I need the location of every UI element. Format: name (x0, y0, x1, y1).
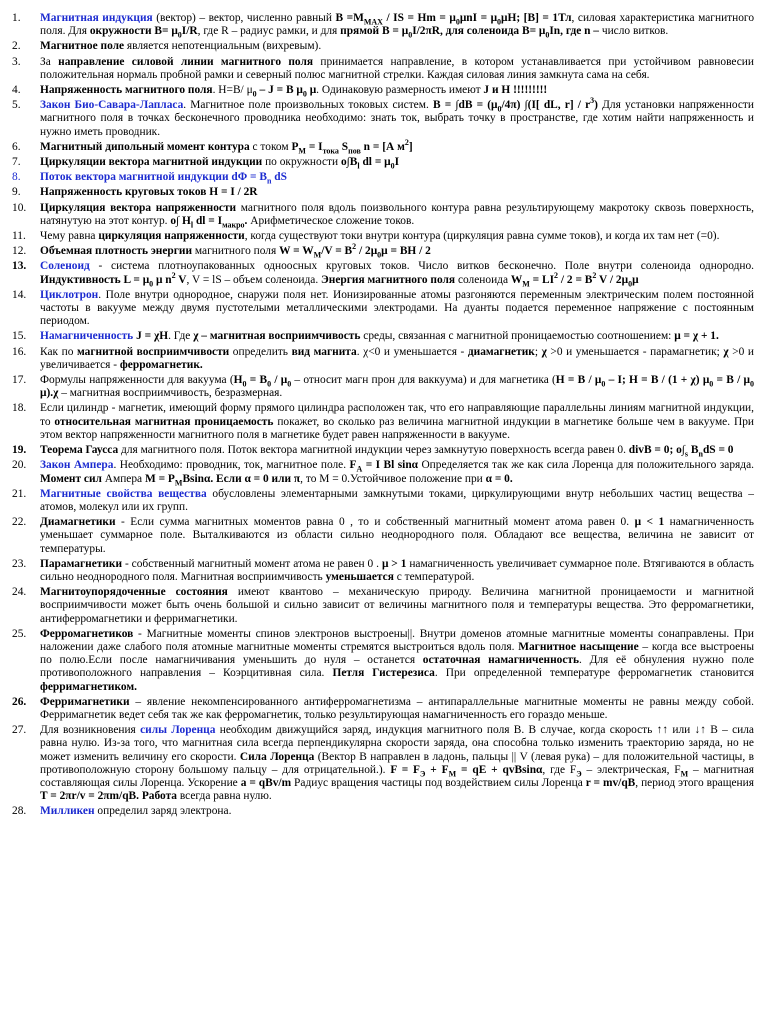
text-run: J и H !!!!!!!!! (483, 84, 548, 97)
text-run: 0 (390, 161, 395, 171)
text-run: с током (249, 140, 292, 153)
text-run: является непотенциальным (вихревым). (124, 40, 322, 53)
text-run: μ = BH / 2 (381, 245, 431, 258)
text-run: L = μ (120, 273, 150, 286)
text-run: χ – магнитная восприимчивость (193, 330, 361, 343)
text-run: 2 (404, 138, 409, 148)
text-run: – магнитная составляющая силы Лоренца. Ускорение (40, 763, 754, 789)
text-run: = LI (529, 273, 555, 286)
list-item (12, 242, 754, 260)
text-run: /4π) ∫(I[ dL, r] / r (501, 99, 591, 112)
text-run: определить (229, 345, 292, 358)
list-item (12, 156, 754, 169)
list-item (12, 628, 754, 694)
text-run: M (313, 250, 322, 260)
text-run: 0 (377, 250, 382, 260)
text-run: по окружности (262, 156, 341, 169)
text-run: – магнитная восприимчивость, безразмерная. (58, 387, 283, 400)
text-run: MAX (363, 17, 383, 27)
text-run: I/2πR, для соленоида B= μ (412, 25, 546, 38)
text-run: – I; H = B / (1 + χ) μ (605, 374, 710, 387)
text-run: + F (425, 763, 449, 776)
text-run: l (190, 220, 194, 230)
text-run: магнитного поля (192, 245, 280, 258)
item-number: 8. (12, 171, 21, 184)
text-run: dS = 0 (702, 444, 734, 457)
text-run: соленоида (455, 273, 511, 286)
text-run: Теорема Гаусса (40, 444, 119, 457)
text-run: Определяется так же как сила Лоренца для положительного заряда. (418, 459, 754, 472)
text-run: 2 (554, 270, 559, 280)
text-run: W (510, 273, 523, 286)
list-item (12, 202, 754, 228)
item-number: 22. (12, 516, 27, 529)
text-run: 0 (177, 30, 182, 40)
list-item (12, 724, 754, 803)
text-run: 0 (267, 379, 272, 389)
text-run: 2 (171, 270, 176, 280)
text-run: ; (534, 345, 542, 358)
text-run: H = B / μ (555, 374, 602, 387)
text-run: число витков. (599, 25, 669, 38)
list-item (12, 488, 754, 514)
item-number: 17. (12, 374, 27, 387)
text-run: силы Лоренца (140, 724, 216, 737)
text-run: Индуктивность (40, 273, 121, 286)
text-run: s (684, 449, 689, 459)
list-item (12, 12, 754, 38)
text-run: Циклотрон (40, 288, 99, 301)
text-run: всегда равна нулю. (177, 790, 272, 803)
text-run: μ < 1 (634, 516, 665, 529)
item-number: 27. (12, 724, 27, 737)
text-run: Радиус вращения частицы под воздействием силы Лоренца (291, 776, 586, 789)
text-run: Напряженность магнитного поля (40, 84, 213, 97)
text-run: . При определенной температуре ферромагнетик становится (434, 667, 754, 680)
text-run: 0 (497, 104, 502, 114)
text-run: μ).χ (40, 387, 59, 400)
text-run: . χ<0 и уменьшается - (356, 345, 468, 358)
text-run: , период этого вращения (635, 776, 754, 789)
item-number: 23. (12, 557, 27, 570)
text-run: Магнитное насыщение (518, 640, 639, 653)
text-run: J = χH (133, 330, 169, 343)
item-number: 26. (12, 695, 27, 708)
text-run: Магнитоупорядоченные состояния (40, 586, 228, 599)
text-run: необходим движущийся заряд, индукция магнитного поля B. В случае, когда скорость ↑↑ или ↓↑ B – сила равна нулю. Из-за того, что магнитная сила всегда перпендикулярна скорости заряда, она способна только изменить траекторию заряда, но не может изменить величину его скорости. (40, 724, 754, 763)
text-run: – электрическая, F (581, 763, 681, 776)
text-run: = I (305, 140, 323, 153)
text-run: M = P (144, 472, 175, 485)
text-run: 0 (242, 379, 247, 389)
item-number: 18. (12, 402, 27, 415)
text-run: для магнитного поля. Поток вектора магнитной индукции через замкнутую поверхность всегда равен 0. (118, 444, 629, 457)
list-item (12, 805, 754, 818)
text-run: o∫B (340, 156, 358, 169)
text-run: имеют квантово – механическую природу. Величина магнитной проницаемости и магнитной восприимчивости может быть очень большой и сильно зависит от величины магнитного поля и температуры вещества. Это ферромагнетики, антиферромагнетики и ферримагнетики. (40, 586, 754, 625)
item-number: 10. (12, 201, 27, 214)
text-run: T = 2πr/v = 2πm/qB. Работа (40, 790, 178, 803)
text-run: остаточная намагниченность (422, 654, 580, 667)
text-run: n (698, 449, 703, 459)
text-run: среды, связанная с магнитной проницаемостью соотношением: (360, 330, 675, 343)
text-run: магнитной восприимчивости (76, 345, 230, 358)
item-number: 2. (12, 40, 21, 53)
item-number: 13. (12, 260, 27, 273)
text-run: Соленоид (40, 260, 90, 273)
item-number: 20. (12, 459, 27, 472)
text-run: Чему равна (40, 230, 99, 243)
text-run: Циркуляции вектора магнитной индукции (40, 156, 263, 169)
text-run: Закон Ампера (40, 459, 114, 472)
list-item (12, 230, 754, 243)
text-run: μH; [B] = 1Тл (501, 12, 572, 24)
text-run: . H=B/ μ (212, 84, 253, 97)
text-run: Магнитная индукция (40, 12, 153, 24)
list-item (12, 516, 754, 556)
definitions-list (12, 12, 754, 819)
text-run: = qE + qvBsinα (456, 763, 543, 776)
text-run: >0 и уменьшается - парамагнетик; (546, 345, 724, 358)
text-run: намагниченность увеличивает суммарное поле. Втягиваются в область сильно неоднородного поля. Магнитная восприимчивость (40, 557, 754, 583)
text-run: 2 (352, 242, 357, 252)
text-run: 0 (601, 379, 606, 389)
text-run: Ампера (101, 472, 145, 485)
text-run: - собственный магнитный момент атома не равен 0 . (122, 557, 382, 570)
text-run: χ (541, 345, 547, 358)
text-run: – J = B μ (256, 84, 303, 97)
text-run: покажет, во сколько раз величина магнитной индукции в магнетике больше чем в вакууме. При этом вектор напряженности магнитного поля в магнетике будет равен напряженности в вакууме. (40, 415, 754, 441)
list-item (12, 586, 754, 626)
list-item (12, 186, 754, 199)
item-number: 24. (12, 586, 27, 599)
item-number: 5. (12, 99, 21, 112)
text-run: диамагнетик (467, 345, 535, 358)
text-run: M (448, 769, 457, 779)
text-run: M (174, 477, 183, 487)
item-number: 6. (12, 140, 21, 153)
text-run: принимается направление, в котором устанавливается при устойчивом равновесии положительная нормаль пробной рамки и северный полюс магнитной стрелки. Каждая силовая линия замкнута сама на себя. (40, 55, 754, 81)
text-run: – когда все выстроены по полю.Если после намагничивания уменьшить до нуля – останется (40, 640, 754, 667)
text-run: , то M = 0.Устойчивое положение при (300, 472, 486, 485)
text-run: χ (723, 345, 729, 358)
text-run: α = 0. (485, 472, 513, 485)
text-run: In, где n – (549, 25, 599, 38)
text-run: = B (246, 374, 268, 387)
text-run: ферромагнетик. (119, 358, 203, 371)
text-run: >0 и увеличивается - (40, 345, 754, 371)
list-item (12, 459, 754, 485)
text-run: Bsinα. Если α = 0 или π (182, 472, 301, 485)
text-run: I/R (181, 25, 198, 38)
text-run: A (356, 464, 363, 474)
text-run: μ (632, 273, 639, 286)
text-run: 0 (408, 30, 413, 40)
list-item (12, 402, 754, 442)
text-run: . (244, 214, 248, 227)
list-item (12, 171, 754, 184)
text-run: 0 (252, 89, 257, 99)
text-run: определил заряд электрона. (94, 805, 232, 818)
text-run: dl = I (193, 214, 223, 227)
text-run: Для возникновения (40, 724, 141, 737)
text-run: H = I / 2R (206, 186, 258, 199)
text-run: dl = μ (359, 156, 391, 169)
text-run: B = μ (379, 25, 409, 38)
item-number: 25. (12, 627, 27, 640)
text-run: M (298, 146, 306, 156)
text-run: уменьшается (325, 570, 394, 583)
text-run: Парамагнетики (40, 557, 123, 570)
item-number: 15. (12, 330, 27, 343)
item-number: 7. (12, 156, 21, 169)
text-run: ] (408, 140, 413, 153)
text-run: n (266, 176, 272, 186)
item-number: 12. (12, 245, 27, 258)
text-run: μ (306, 84, 317, 97)
text-run: , где R – радиус рамки, и для (197, 25, 341, 38)
text-run: Э (576, 769, 582, 779)
text-run: 0 (302, 89, 307, 99)
text-run: = I Bl sinα (362, 459, 419, 472)
list-item (12, 346, 754, 372)
text-run: Э (420, 769, 426, 779)
text-run: , силовая характеристика магнитного поля. Для (40, 12, 755, 38)
text-run: 0 (497, 17, 502, 27)
text-run: Для установки напряженности магнитного поля в точках бесконечного проводника необходимо: знать ток, выбрать точку в пространстве, где хотим найти напряженность и нужно иметь проводник. (40, 99, 754, 138)
text-run: Магнитный дипольный момент контура (40, 140, 250, 153)
text-run: обусловлены элементарными замкнутыми токами, циркулирующими внутр небольших частиц вещества – атомов, молекул или их групп. (40, 487, 754, 513)
text-run: – относит магн прон для ваккуума) и для магнетика ( (291, 374, 556, 387)
text-run: , когда существуют токи внутри контура (циркуляция равна сумме токов), и когда их там нет (=0). (244, 230, 720, 243)
text-run: μ n (153, 273, 172, 286)
text-run: Ферромагнетиков (40, 627, 134, 640)
text-run: Энергия магнитного поля (321, 273, 456, 286)
text-run: - Если сумма магнитных моментов равна 0 , то и собственный магнитный момент атома равен 0. (115, 516, 635, 529)
text-run: Ферримагнетики (40, 695, 130, 708)
text-run: с температурой. (393, 570, 475, 583)
text-run: l (357, 161, 360, 171)
text-run: S (338, 140, 349, 153)
text-run: /V = B (321, 245, 353, 258)
list-item (12, 260, 754, 286)
text-run: - Магнитные моменты спинов электронов выстроены||. Внутри доменов атомные магнитные моменты сонаправлены. При наложении даже слабого поля атомные магнитные моменты стремятся выстроиться вдоль поля. (40, 627, 754, 653)
text-run: B= μ (151, 25, 178, 38)
list-item (12, 289, 754, 329)
text-run: Поток вектора магнитной индукции dΦ = B (40, 171, 267, 184)
text-run: направление силовой линии магнитного поля (58, 55, 314, 68)
text-run: магнитного поля вдоль поизвольного контура равна результирующему макротоку сквозь поверхность, натянутую на этот контур. (40, 201, 754, 227)
list-item (12, 696, 754, 722)
text-run: 0 (628, 278, 633, 288)
text-run: B = ∫dB = (μ (432, 99, 498, 112)
list-item (12, 444, 754, 457)
text-run: (вектор) – вектор, численно равный (152, 12, 336, 24)
text-run: I (394, 156, 400, 169)
text-run: . Где (168, 330, 194, 343)
item-number: 9. (12, 186, 21, 199)
text-run: V (175, 273, 187, 286)
text-run: Формулы напряженности для вакуума ( (40, 374, 234, 387)
text-run: . Необходимо: проводник, ток, магнитное поле. (113, 459, 350, 472)
list-item (12, 138, 754, 156)
item-number: 16. (12, 345, 27, 358)
item-number: 3. (12, 55, 21, 68)
text-run: a = qBv/m (240, 776, 292, 789)
list-item (12, 374, 754, 400)
text-run: μ > 1 (381, 557, 407, 570)
list-item (12, 40, 754, 53)
text-run: Момент сил (40, 472, 102, 485)
text-run: Петля Гистерезиса (332, 667, 435, 680)
text-run: F = F (390, 763, 421, 776)
item-number: 11. (12, 230, 26, 243)
item-number: 21. (12, 487, 27, 500)
text-run: 0 (749, 379, 754, 389)
text-run: M (522, 278, 530, 288)
text-run: Напряженность круговых токов (40, 186, 207, 199)
text-run: За (40, 55, 59, 68)
text-run: – явление некомпенсированного антиферромагнетизма – антипараллельные магнитные моменты не равны между собой. Ферримагнетик ведет себя так же как ферромагнетик, только результирующая намагниченность его гораздо меньше. (40, 695, 754, 721)
text-run: . Одинаковую размерность имеют (316, 84, 484, 97)
list-item (12, 84, 754, 97)
text-run: Закон Био-Савара-Лапласа (40, 99, 184, 112)
text-run: циркуляция напряженности (98, 230, 245, 243)
text-run: r = mv/qB (585, 776, 636, 789)
text-run: относительная магнитная проницаемость (54, 415, 274, 428)
text-run: прямой (340, 25, 380, 38)
text-run: = B / μ (713, 374, 750, 387)
text-run: / 2μ (356, 245, 378, 258)
text-run: H (233, 374, 243, 387)
text-run: dS (271, 171, 287, 184)
text-run: P (291, 140, 299, 153)
text-run: ферримагнетиком. (40, 680, 137, 693)
text-run: divB = 0; o∫ (628, 444, 685, 457)
text-run: Магнитные свойства вещества (40, 487, 207, 500)
text-run: ) (594, 99, 598, 112)
text-run: Диамагнетики (40, 516, 116, 529)
text-run: Намагниченность (40, 330, 134, 343)
text-run: n = [А м (360, 140, 405, 153)
text-run: , где F (542, 763, 577, 776)
text-run: макро (222, 220, 245, 230)
text-run: (Вектор B направлен в ладонь, пальцы || V (левая рука) – для положительной частицы, в противоположную сторону большому пальцу – для отрицательной.). (40, 750, 754, 776)
text-run: F (349, 459, 357, 472)
text-run: пов (348, 146, 361, 156)
item-number: 14. (12, 288, 27, 301)
text-run: o∫ H (170, 214, 191, 227)
text-run: Объемная плотность энергии (40, 245, 193, 258)
item-number: 19. (12, 444, 27, 457)
item-number: 4. (12, 84, 21, 97)
text-run: 0 (287, 379, 292, 389)
text-run: W = W (279, 245, 314, 258)
text-run: . Магнитное поле произвольных токовых систем. (183, 99, 433, 112)
list-item (12, 96, 754, 139)
list-item (12, 558, 754, 584)
text-run: . Для её обнуления нужно поле противоположного направления – Коэрцитивная сила. (40, 654, 754, 680)
text-run: . Поле внутри однородное, снаружи поля нет. Ионизированные атомы разгоняются переменным электрическим полем постоянной частоты в вакууме между двумя пустотелыми металлическими электродами. На дуанты подается переменное напряжение с постоянным периодом. (40, 288, 754, 328)
text-run: тока (322, 146, 339, 156)
text-run: B =M (335, 12, 364, 24)
text-run: - система плотноупакованных одноосных круговых токов. Число витков бесконечно. Поле внутри соленоида однородно. (89, 260, 754, 273)
text-run: V / 2μ (596, 273, 629, 286)
text-run: / 2 = B (558, 273, 593, 286)
text-run: 0 (545, 30, 550, 40)
text-run: намагниченность уменьшает суммарное поле. Выталкиваются из области сильно неоднородного поля. Обладают все вещества, величина не зависит от температуры. (40, 516, 754, 555)
text-run: вид магнита (291, 345, 357, 358)
text-run: μ = χ + 1. (674, 330, 719, 343)
text-run: Как по (40, 345, 77, 358)
text-run: 3 (590, 96, 595, 106)
list-item (12, 56, 754, 82)
text-run: окружности (89, 25, 152, 38)
text-run: / IS = Hm = μ (382, 12, 456, 24)
text-run: Милликен (40, 805, 95, 818)
text-run: Циркуляция вектора напряженности (40, 201, 237, 214)
text-run: M (680, 769, 689, 779)
text-run: / μ (271, 374, 288, 387)
text-run: Магнитное поле (40, 40, 125, 53)
text-run: μnI = μ (459, 12, 498, 24)
text-run: 0 (709, 379, 714, 389)
text-run: , V = lS – объем соленоида. (186, 273, 322, 286)
text-run: Сила Лоренца (239, 750, 315, 763)
text-run: 0 (149, 278, 154, 288)
item-number: 1. (12, 12, 21, 24)
text-run: Если цилиндр - магнетик, имеющий форму прямого цилиндра расположен так, что его направляющие параллельны линиям магнитной индукции, то (40, 402, 754, 428)
text-run: 0 (455, 17, 460, 27)
text-run: B (688, 444, 699, 457)
item-number: 28. (12, 805, 27, 818)
list-item (12, 330, 754, 343)
text-run: 2 (592, 270, 597, 280)
text-run: Арифметическое сложение токов. (247, 214, 415, 227)
